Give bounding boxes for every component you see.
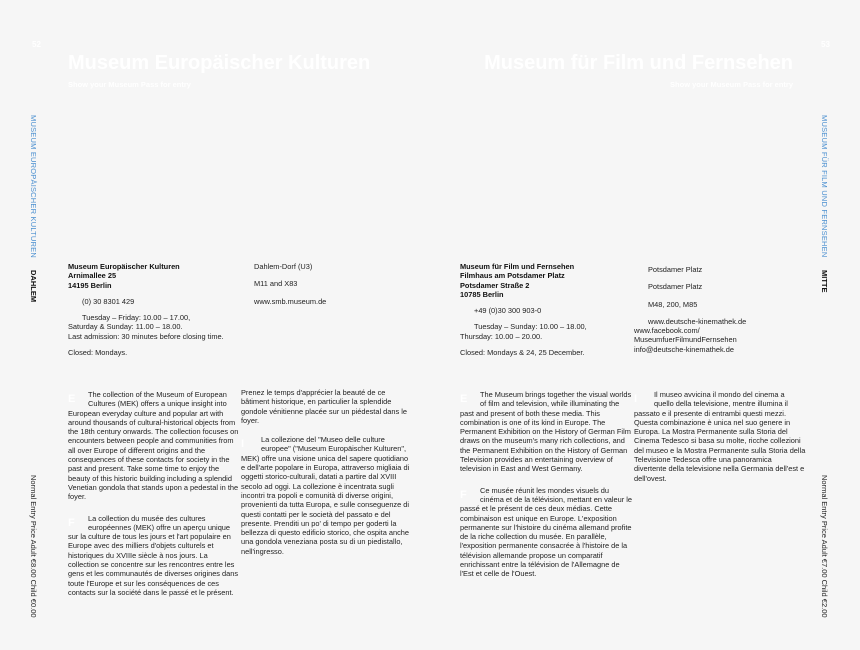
side-label-left <box>29 115 38 302</box>
paragraph-english: E The collection of the Museum of European Cultures (MEK) offers a unique insight into European everyday culture and popular art with around thousands of cultural-historical objects from the 18th century onwards. The collection focuses on encounters between people and communities from all over Europe of different origins and the consequences of these contacts for society in the past and present. Take some time to enjoy the beauty of this historic building including a splendid Venetian gondola that stands upon a pedestal in the foyer. <box>68 390 239 502</box>
body-column-3 <box>460 390 632 588</box>
paragraph-english: E The Museum brings together the visual worlds of film and television, while illuminating the past and present of both these media. This combination is one of its kind in Europe. The Permanent Exhibition on the History of German Film draws on the museum's many rich collections, and the Permanent Exhibition on the History of German Television provides an entertaining overview of television in East and West Germany. <box>460 390 632 474</box>
language-initial: E <box>460 393 468 405</box>
body-column-1 <box>68 390 240 606</box>
language-initial: F <box>460 488 467 501</box>
transport-ubahn: Potsdamer Platz <box>648 282 703 292</box>
address-line: 14195 Berlin <box>68 280 112 290</box>
email-link[interactable]: info@deutsche-kinemathek.de <box>634 344 734 354</box>
address-line: 10785 Berlin <box>460 289 504 299</box>
address-block-left <box>68 262 243 364</box>
address-line: Arnimallee 25 <box>68 271 117 281</box>
facebook-link[interactable]: www.facebook.com/ MuseumfuerFilmundFernsehen <box>634 326 737 345</box>
transport-block-right <box>634 265 804 354</box>
language-initial: E <box>68 393 76 405</box>
phone: (0) 30 8301 429 <box>82 296 135 306</box>
page-subtitle-left: Show your Museum Pass for entry <box>68 80 191 89</box>
transport-ubahn: Dahlem-Dorf (U3) <box>254 262 313 271</box>
closed-days: Closed: Mondays & 24, 25 December. <box>460 348 585 358</box>
page-title-left: Museum Europäischer Kulturen <box>68 52 371 74</box>
website-link[interactable]: www.smb.museum.de <box>254 296 327 306</box>
transport-block-left <box>254 262 404 313</box>
museum-name-vertical: MUSEUM FÜR FILM UND FERNSEHEN <box>820 115 829 258</box>
page-number-left: 52 <box>32 40 41 49</box>
language-initial: I <box>634 393 638 405</box>
museum-name-vertical: MUSEUM EUROPÄISCHER KULTUREN <box>29 115 38 258</box>
address-block-right <box>460 262 630 364</box>
website-link[interactable]: www.deutsche-kinemathek.de <box>648 316 747 326</box>
language-initial: F <box>68 516 75 529</box>
transport-sbahn: Potsdamer Platz <box>648 265 703 274</box>
district-label: MITTE <box>820 269 829 293</box>
page-title-right: Museum für Film und Fernsehen <box>484 52 793 74</box>
district-label: DAHLEM <box>29 270 38 303</box>
entry-price-right: Normal Entry Price Adult €7.00 Child €2.00 <box>820 475 829 618</box>
transport-bus: M11 and X83 <box>254 279 298 289</box>
transport-bus: M48, 200, M85 <box>648 299 698 309</box>
hours: Tuesday – Sunday: 10.00 – 18.00, <box>474 322 587 332</box>
hours-note: Last admission: 30 minutes before closing time. <box>68 331 224 341</box>
address-line: Filmhaus am Potsdamer Platz <box>460 271 565 281</box>
address-line: Potsdamer Straße 2 <box>460 280 530 290</box>
address-line: Museum Europäischer Kulturen <box>68 262 180 271</box>
body-column-2 <box>241 388 413 565</box>
paragraph-italian: I La collezione del "Museo delle culture europee" ("Museum Europäischer Kulturen", MEK) offre una visione unica del sapere quotidiano e dell'arte popolare in Europa, attraverso migliaia di oggetti storico-culturali, datati a partire dal XVIII secolo ad oggi. La collezione è incentrata sugli incontri tra popoli e comunità di diverse origini, provenienti da tutta Europa, e sulle conseguenze di questi contatti per le società del passato e del presente. Prenditi un po' di tempo per goderti la bellezza di questo edificio storico, che ospita anche una gondola veneziana posta su di un piedistallo, nell'ingresso. <box>241 435 410 556</box>
side-label-right <box>820 115 829 292</box>
paragraph-italian: I Il museo avvicina il mondo del cinema a quello della televisione, mentre illumina il passato e il presente di entrambi questi mezzi. Questa combinazione è unica nel suo genere in Europa. La Mostra Permanente sulla Storia del Cinema Tedesco si basa su molte, ricche collezioni del museo e la Mostra Permanente sulla Storia della Televisione Tedesca offre una panoramica divertente della televisione nella Germania dell'est e dell'ovest. <box>634 390 806 483</box>
closed-days: Closed: Mondays. <box>68 348 128 358</box>
paragraph-french-cont: Prenez le temps d'apprécier la beauté de ce bâtiment historique, en particulier la splendide gondole vénitienne placée sur un piédestal dans le foyer. <box>241 388 408 425</box>
body-column-4 <box>634 390 806 492</box>
hours: Saturday & Sunday: 11.00 – 18.00. <box>68 322 183 332</box>
hours: Tuesday – Friday: 10.00 – 17.00, <box>82 313 191 323</box>
phone: +49 (0)30 300 903-0 <box>474 306 542 316</box>
paragraph-french: F La collection du musée des cultures européennes (MEK) offre un aperçu unique sur la culture de tous les jours et l'art populaire en Europe avec des milliers d'objets culturels et historiques du XVIIIe siècle à nos jours. La collection se concentre sur les rencontres entre les gens et les communautés de diverses origines dans toute l'Europe et sur les conséquences de ces contacts sur la société dans le passé et le présent. <box>68 513 239 597</box>
language-initial: I <box>241 438 245 451</box>
page-number-right: 53 <box>821 40 830 49</box>
entry-price-left: Normal Entry Price Adult €8.00 Child €0.00 <box>29 475 38 618</box>
paragraph-french: F Ce musée réunit les mondes visuels du cinéma et de la télévision, mettant en valeur le passé et le présent de ces deux médias. Cette combinaison est unique en Europe. L'exposition permanente sur l'histoire du cinéma allemand profite de la riche collection du musée. En parallèle, l'exposition permanente consacrée à l'histoire de la télévision allemande propose un comparatif enrichissant entre la télévision de l'Allemagne de l'Est et celle de l'Ouest. <box>460 485 633 579</box>
page-subtitle-right: Show your Museum Pass for entry <box>670 80 793 89</box>
hours: Thursday: 10.00 – 20.00. <box>460 331 543 341</box>
address-line: Museum für Film und Fernsehen <box>460 262 575 271</box>
